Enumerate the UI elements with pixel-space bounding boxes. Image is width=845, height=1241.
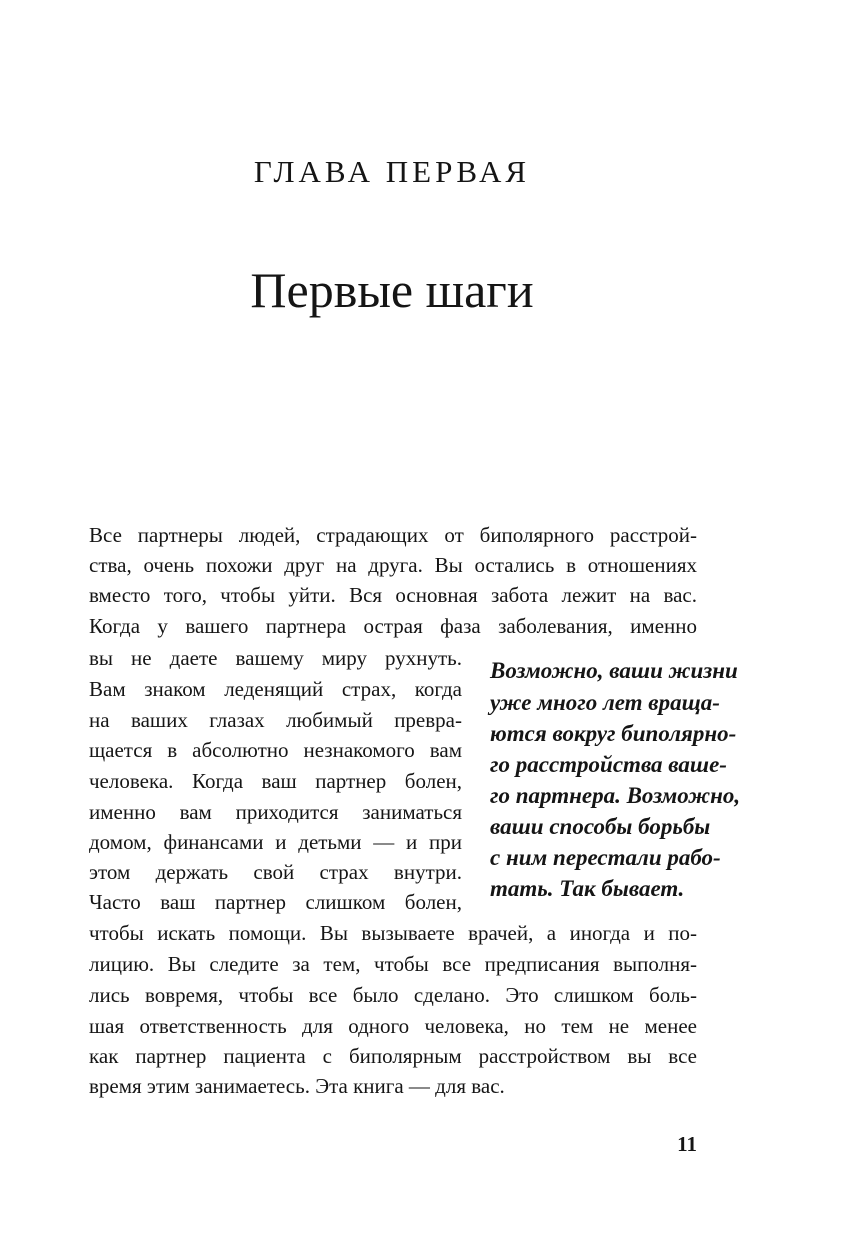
body-line: именно вам приходится заниматься [89, 800, 462, 824]
body-line: Все партнеры людей, страдающих от биполярного расстрой- [89, 523, 697, 547]
page-number: 11 [677, 1132, 697, 1156]
pullquote-line: го расстройства ваше- [490, 752, 727, 777]
body-line: чтобы искать помощи. Вы вызываете врачей, а иногда и по- [89, 921, 697, 945]
chapter-title: Первые шаги [250, 262, 534, 318]
pullquote-line: тать. Так бывает. [490, 876, 685, 901]
pullquote-line: ваши способы борьбы [490, 814, 711, 839]
pullquote-line: Возможно, ваши жизни [490, 658, 738, 683]
body-line: человека. Когда ваш партнер болен, [89, 769, 462, 793]
body-line: время этим занимаетесь. Эта книга — для вас. [89, 1074, 505, 1098]
body-line: лись вовремя, чтобы все было сделано. Это слишком боль- [89, 983, 697, 1007]
pullquote-line: го партнера. Возможно, [490, 783, 741, 808]
body-line: вместо того, чтобы уйти. Вся основная забота лежит на вас. [89, 583, 697, 607]
body-line: на ваших глазах любимый превра- [89, 708, 462, 732]
pullquote-line: ются вокруг биполярно- [490, 721, 737, 746]
body-line: Часто ваш партнер слишком болен, [89, 890, 462, 914]
body-line: как партнер пациента с биполярным расстройством вы все [89, 1044, 697, 1068]
body-line: вы не даете вашему миру рухнуть. [89, 646, 462, 670]
pullquote-line: с ним перестали рабо- [490, 845, 721, 870]
body-line: домом, финансами и детьми — и при [89, 830, 462, 854]
pullquote-line: уже много лет враща- [490, 690, 720, 715]
chapter-label: ГЛАВА ПЕРВАЯ [253, 154, 531, 189]
body-line: лицию. Вы следите за тем, чтобы все предписания выполня- [89, 952, 697, 976]
body-line: этом держать свой страх внутри. [89, 860, 462, 884]
body-line: Когда у вашего партнера острая фаза заболевания, именно [89, 614, 697, 638]
body-line: Вам знаком леденящий страх, когда [89, 677, 462, 701]
body-line: щается в абсолютно незнакомого вам [89, 738, 462, 762]
body-line: шая ответственность для одного человека, но тем не менее [89, 1014, 697, 1038]
body-line: ства, очень похожи друг на друга. Вы остались в отношениях [89, 553, 697, 577]
